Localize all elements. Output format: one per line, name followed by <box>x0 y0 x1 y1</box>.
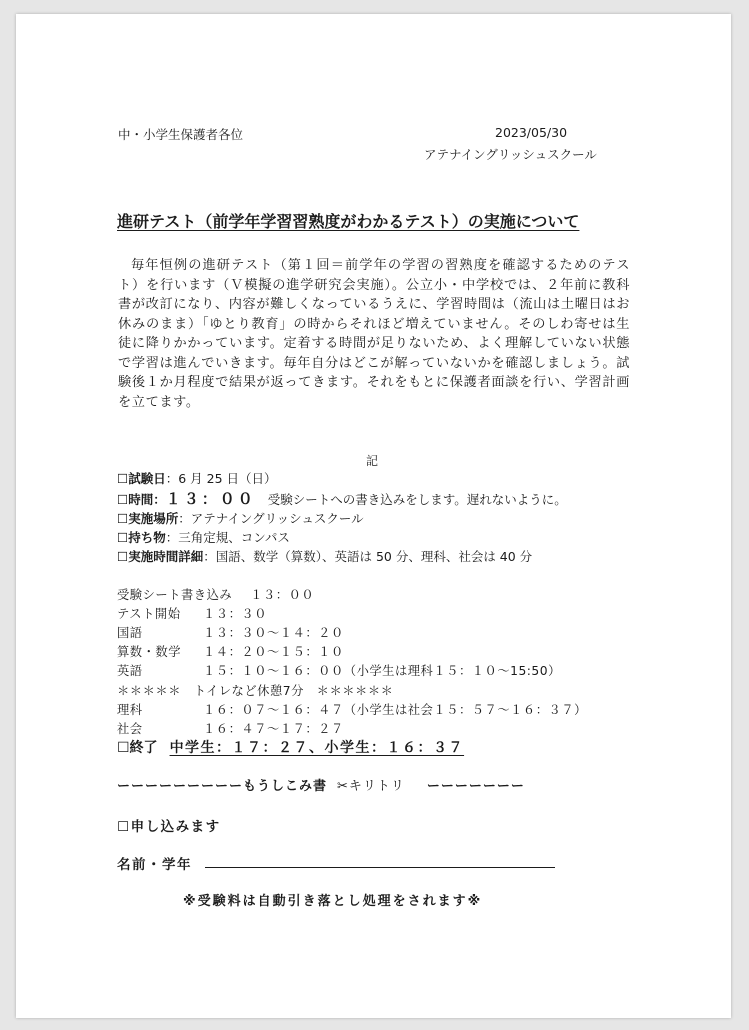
item-exam-date-label: ☐試験日 <box>117 471 166 486</box>
document-title: 進研テスト（前学年学習習熟度がわかるテスト）の実施について <box>117 212 580 231</box>
document-date: 2023/05/30 <box>495 125 568 140</box>
schedule-row <box>117 585 314 603</box>
schedule-time: １３：００ <box>250 588 315 602</box>
cut-line-right: ーーーーーーー <box>426 779 525 794</box>
schedule-name: 社会 <box>117 722 143 736</box>
schedule-row <box>117 719 637 737</box>
item-place-label: ☐実施場所 <box>117 511 179 526</box>
item-time-note: 受験シートへの書き込みをします。遅れないように。 <box>267 492 567 507</box>
item-exam-date-value: ：6 月 25 日（日） <box>165 471 277 486</box>
name-grade-label: 名前・学年 <box>117 857 192 873</box>
ki-marker: 記 <box>366 454 379 468</box>
schedule-break: ＊＊＊＊＊ トイレなど休憩7分 ＊＊＊＊＊＊ <box>117 684 394 698</box>
end-time <box>117 737 464 757</box>
item-bring-value: ：三角定規、コンパス <box>165 530 290 545</box>
item-place <box>117 509 364 527</box>
item-exam-date <box>117 469 277 487</box>
cut-line <box>117 775 525 794</box>
item-details-label: ☐実施時間詳細 <box>117 549 204 564</box>
recipient: 中・小学生保護者各位 <box>118 127 244 142</box>
schedule-time: １６：４７〜１７：２７ <box>203 722 344 736</box>
schedule-time: １３：３０ <box>203 607 267 621</box>
schedule-name: 理科 <box>117 703 143 717</box>
fee-note: ※受験料は自動引き落とし処理をされます※ <box>183 894 483 909</box>
sender: アテナイングリッシュスクール <box>424 147 597 162</box>
schedule-time: １３：３０〜１４：２０ <box>203 626 344 640</box>
schedule-name: 国語 <box>117 626 143 640</box>
schedule-break-row <box>117 681 393 699</box>
item-time-label: ☐時間： <box>117 492 166 507</box>
schedule-name: テスト開始 <box>117 607 181 621</box>
schedule-name: 受験シート書き込み <box>117 588 233 602</box>
item-time-value: １３：００ <box>165 490 256 508</box>
schedule-row <box>117 642 637 660</box>
schedule-name: 算数・数学 <box>117 645 181 659</box>
schedule-time: １４：２０〜１５：１０ <box>203 645 344 659</box>
item-details <box>117 547 532 565</box>
body-paragraph: 毎年恒例の進研テスト（第１回＝前学年の学習の習熟度を確認するためのテスト）を行います（Ｖ模擬の進学研究会実施）。公立小・中学校では、２年前に教科書が改訂になり、内容が難しくなっているうえに、学習時間は（流山は土曜日はお休みのまま）「ゆとり教育」の時からそれほど増えていません。そのしわ寄せは生徒に降りかかっています。定着する時間が足りないため、よく理解していない状態で学習は進んでいきます。毎年自分はどこが解っていないかを確認しましょう。試験後１か月程度で結果が返ってきます。それをもとに保護者面談を行い、学習計画を立てます。 <box>118 258 630 410</box>
item-place-value: ：アテナイングリッシュスクール <box>178 511 364 526</box>
end-time-label: ☐終了 <box>117 740 158 756</box>
schedule-time: １５：１０〜１６：００（小学生は理科１５：１０〜15:50） <box>203 664 561 678</box>
schedule-time: １６：０７〜１６：４７（小学生は社会１５：５７〜１６：３７） <box>203 703 587 717</box>
item-bring <box>117 528 290 546</box>
item-time <box>117 488 567 509</box>
cut-line-scissor: ✂キリトリ <box>337 779 405 794</box>
schedule-row <box>117 661 637 679</box>
item-details-value: ：国語、数学（算数）、英語は 50 分、理科、社会は 40 分 <box>203 549 533 564</box>
end-time-value: 中学生：１７：２７、小学生：１６：３７ <box>169 740 465 756</box>
cut-line-left: ーーーーーーーーーもうしこみ書 <box>117 779 328 794</box>
schedule-row <box>117 623 637 641</box>
schedule-row <box>117 604 637 622</box>
name-grade-field <box>205 867 555 868</box>
item-bring-label: ☐持ち物 <box>117 530 166 545</box>
schedule-row <box>117 700 637 718</box>
schedule-name: 英語 <box>117 664 143 678</box>
apply-checkbox-label: ☐申し込みます <box>117 819 221 835</box>
